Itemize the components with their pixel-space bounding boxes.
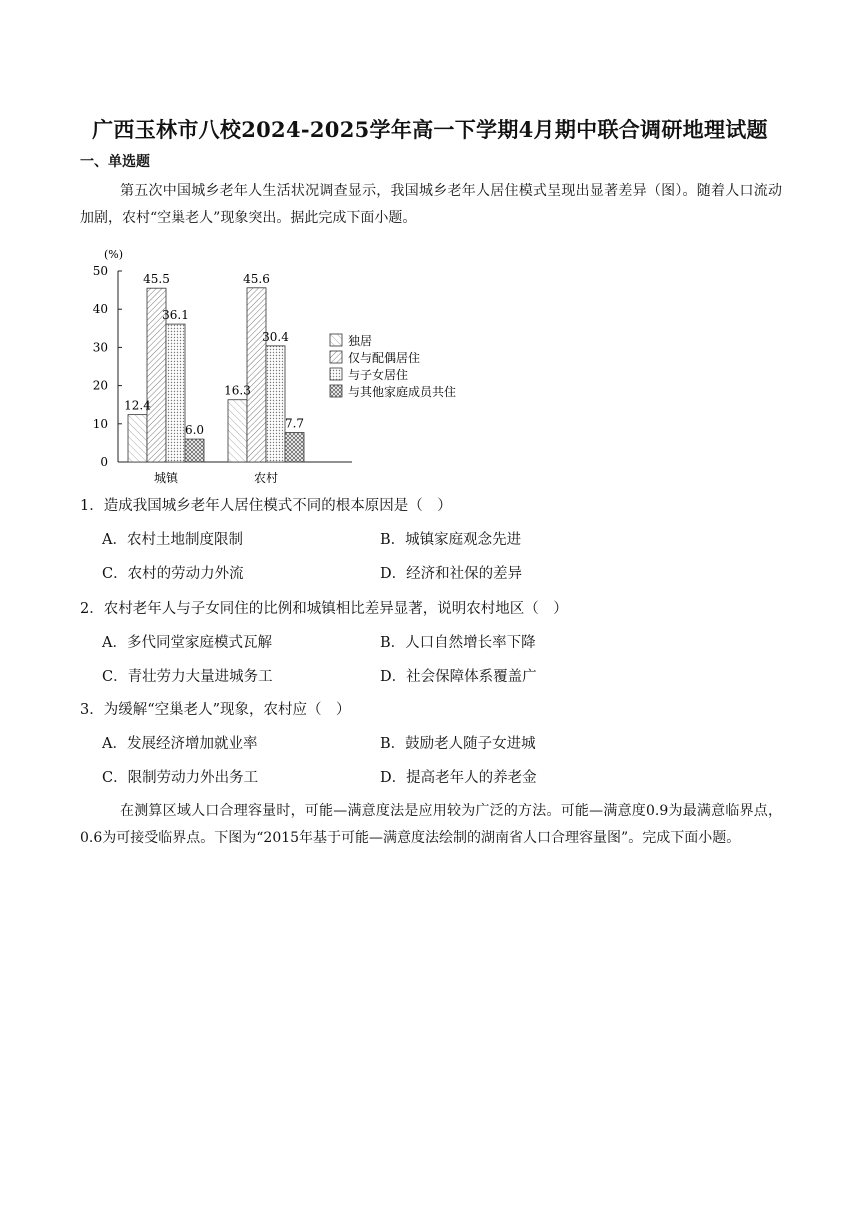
legend-swatch xyxy=(330,368,342,380)
question-3-option-a[interactable]: A．发展经济增加就业率 xyxy=(102,736,258,752)
bar-1-0 xyxy=(228,400,247,462)
bar-data-label: 7.7 xyxy=(284,416,305,431)
question-2-option-d[interactable]: D．社会保障体系覆盖广 xyxy=(380,669,537,685)
question-3-option-b[interactable]: B．鼓励老人随子女进城 xyxy=(380,736,536,752)
question-2-option-b[interactable]: B．人口自然增长率下降 xyxy=(380,635,536,651)
question-1-option-a[interactable]: A．农村土地制度限制 xyxy=(102,532,243,548)
bar-0-3 xyxy=(185,439,204,462)
bar-0-0 xyxy=(128,415,147,462)
bar-data-label: 6.0 xyxy=(184,423,205,438)
category-label: 农村 xyxy=(253,471,279,485)
bar-data-label: 30.4 xyxy=(262,329,289,344)
legend-label: 与其他家庭成员共住 xyxy=(348,385,457,399)
question-1-option-d[interactable]: D．经济和社保的差异 xyxy=(380,566,523,582)
y-tick-label: 0 xyxy=(100,455,108,469)
legend-swatch xyxy=(330,385,342,397)
bar-data-label: 45.5 xyxy=(143,272,170,287)
living-pattern-bar-chart xyxy=(80,240,480,490)
question-1-option-c[interactable]: C．农村的劳动力外流 xyxy=(102,566,244,582)
question-1-stem: 1．造成我国城乡老年人居住模式不同的根本原因是（ ） xyxy=(80,498,452,514)
y-axis-unit-label: (%) xyxy=(104,248,124,261)
question-3-option-d[interactable]: D．提高老年人的养老金 xyxy=(380,770,537,786)
question-2-option-a[interactable]: A．多代同堂家庭模式瓦解 xyxy=(102,635,272,651)
intro-paragraph-1: 第五次中国城乡老年人生活状况调查显示，我国城乡老年人居住模式呈现出显著差异（图）。随着人口流动加剧，农村“空巢老人”现象突出。据此完成下面小题。 xyxy=(80,183,782,226)
question-3-stem: 3．为缓解“空巢老人”现象，农村应（ ） xyxy=(80,702,351,718)
question-2-option-c[interactable]: C．青壮劳力大量进城务工 xyxy=(102,669,273,685)
question-3-option-c[interactable]: C．限制劳动力外出务工 xyxy=(102,770,259,786)
bar-data-label: 36.1 xyxy=(162,308,189,323)
y-tick-label: 10 xyxy=(92,416,108,431)
y-tick-label: 40 xyxy=(92,302,108,317)
legend-swatch xyxy=(330,334,342,346)
bar-data-label: 12.4 xyxy=(124,398,151,413)
bar-1-2 xyxy=(266,346,285,462)
page-title: 广西玉林市八校2024-2025学年高一下学期4月期中联合调研地理试题 xyxy=(92,117,768,142)
category-label: 城镇 xyxy=(153,471,179,485)
y-tick-label: 50 xyxy=(92,264,108,278)
legend-label: 独居 xyxy=(348,334,373,348)
legend-label: 与子女居住 xyxy=(348,368,409,382)
bar-data-label: 45.6 xyxy=(243,271,270,286)
section-heading: 一、单选题 xyxy=(80,154,150,170)
y-tick-label: 30 xyxy=(92,340,108,355)
y-tick-label: 20 xyxy=(92,378,108,393)
bar-1-3 xyxy=(285,433,304,462)
bar-0-2 xyxy=(166,324,185,462)
intro-paragraph-2: 在测算区域人口合理容量时，可能—满意度法是应用较为广泛的方法。可能—满意度0.9为最满意临界点，0.6为可接受临界点。下图为“2015年基于可能—满意度法绘制的湖南省人口合理容量图”。完成下面小题。 xyxy=(80,803,782,846)
legend-label: 仅与配偶居住 xyxy=(348,351,421,365)
legend-swatch xyxy=(330,351,342,363)
bar-1-1 xyxy=(247,288,266,462)
bar-data-label: 16.3 xyxy=(224,383,251,398)
question-2-stem: 2．农村老年人与子女同住的比例和城镇相比差异显著，说明农村地区（ ） xyxy=(80,601,568,617)
question-1-option-b[interactable]: B．城镇家庭观念先进 xyxy=(380,532,522,548)
